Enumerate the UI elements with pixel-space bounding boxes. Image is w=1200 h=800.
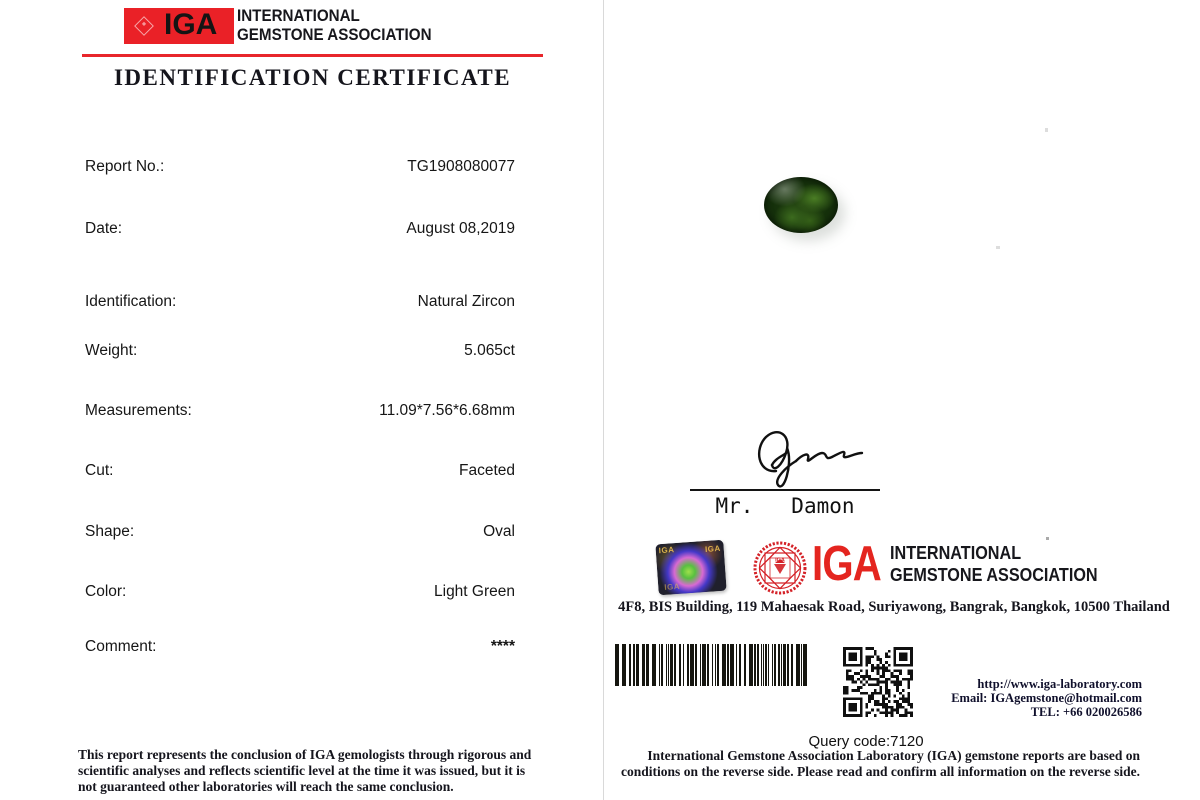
- field-label: Shape:: [85, 523, 135, 540]
- field-row-report-no: [0, 158, 515, 180]
- field-value: 5.065ct: [464, 342, 515, 359]
- fold-line: [603, 0, 604, 800]
- field-label: Cut:: [85, 462, 114, 479]
- field-label: Identification:: [85, 293, 177, 310]
- header-org-name: [237, 7, 432, 44]
- field-row-identification: [0, 293, 515, 315]
- qr-code: [843, 647, 913, 717]
- org-iga-wordmark: IGA: [812, 537, 881, 591]
- field-row-color: [0, 583, 515, 605]
- field-label: Report No.:: [85, 158, 165, 175]
- svg-text:IGA: IGA: [775, 557, 785, 564]
- iga-emblem-icon: [753, 541, 807, 595]
- field-value: Light Green: [434, 583, 515, 600]
- field-value: Natural Zircon: [417, 293, 515, 310]
- signatory-name: Mr. Damon: [715, 494, 855, 518]
- left-disclaimer: This report represents the conclusion of IGA gemologists through rigorous and scientific analyses and reflects scientific level at the time it was issued, but it is not guaranteed other laboratories will reach the same conclusion.: [78, 747, 532, 794]
- org-name: [890, 543, 1098, 586]
- field-value: August 08,2019: [406, 220, 515, 237]
- field-row-cut: [0, 462, 515, 484]
- hologram-text: IGA: [658, 545, 675, 556]
- field-value: ****: [490, 638, 515, 655]
- field-label: Weight:: [85, 342, 138, 359]
- diamond-icon: [134, 16, 154, 36]
- field-value: TG1908080077: [407, 158, 515, 175]
- signature-line: [690, 489, 880, 491]
- field-label: Date:: [85, 220, 123, 237]
- field-row-weight: [0, 342, 515, 364]
- header-org-line2: GEMSTONE ASSOCIATION: [237, 25, 432, 44]
- website-url: http://www.iga-laboratory.com: [977, 677, 1142, 691]
- org-name-line1: INTERNATIONAL: [890, 543, 1022, 563]
- field-row-date: [0, 220, 515, 242]
- hologram-sticker: [655, 540, 726, 596]
- iga-logo-badge: [124, 8, 234, 44]
- phone-number: TEL: +66 020026586: [1030, 704, 1142, 719]
- field-label: Measurements:: [85, 402, 192, 419]
- iga-logo-text: IGA: [164, 8, 218, 41]
- scan-speck: [1045, 128, 1048, 132]
- field-row-measurements: [0, 402, 515, 424]
- signature-icon: [742, 427, 892, 495]
- header-org-line1: INTERNATIONAL: [237, 7, 360, 25]
- scan-speck: [996, 246, 1000, 249]
- scan-speck: [1046, 537, 1049, 540]
- field-value: 11.09*7.56*6.68mm: [379, 402, 515, 419]
- field-value: Oval: [483, 523, 515, 540]
- field-label: Comment:: [85, 638, 157, 655]
- certificate-title: IDENTIFICATION CERTIFICATE: [113, 65, 512, 90]
- field-row-shape: [0, 523, 515, 545]
- header-rule: [82, 54, 543, 57]
- barcode: [615, 644, 808, 686]
- gemstone-photo: [764, 177, 838, 233]
- query-code: Query code:7120: [808, 733, 924, 750]
- email-address: Email: IGAgemstone@hotmail.com: [951, 690, 1142, 705]
- hologram-text: IGA: [664, 581, 681, 592]
- contact-block: [930, 678, 1142, 719]
- hologram-text: IGA: [704, 543, 722, 554]
- field-row-comment: [0, 638, 515, 660]
- field-label: Color:: [85, 583, 127, 600]
- org-address: 4F8, BIS Building, 119 Mahaesak Road, Suriyawong, Bangrak, Bangkok, 10500 Thailand: [618, 599, 1170, 615]
- field-value: Faceted: [458, 462, 515, 479]
- org-name-line2: GEMSTONE ASSOCIATION: [890, 564, 1098, 585]
- right-disclaimer: International Gemstone Association Laboratory (IGA) gemstone reports are based on conditions on the reverse side. Please read and confirm all information on the reverse side.: [621, 748, 1140, 779]
